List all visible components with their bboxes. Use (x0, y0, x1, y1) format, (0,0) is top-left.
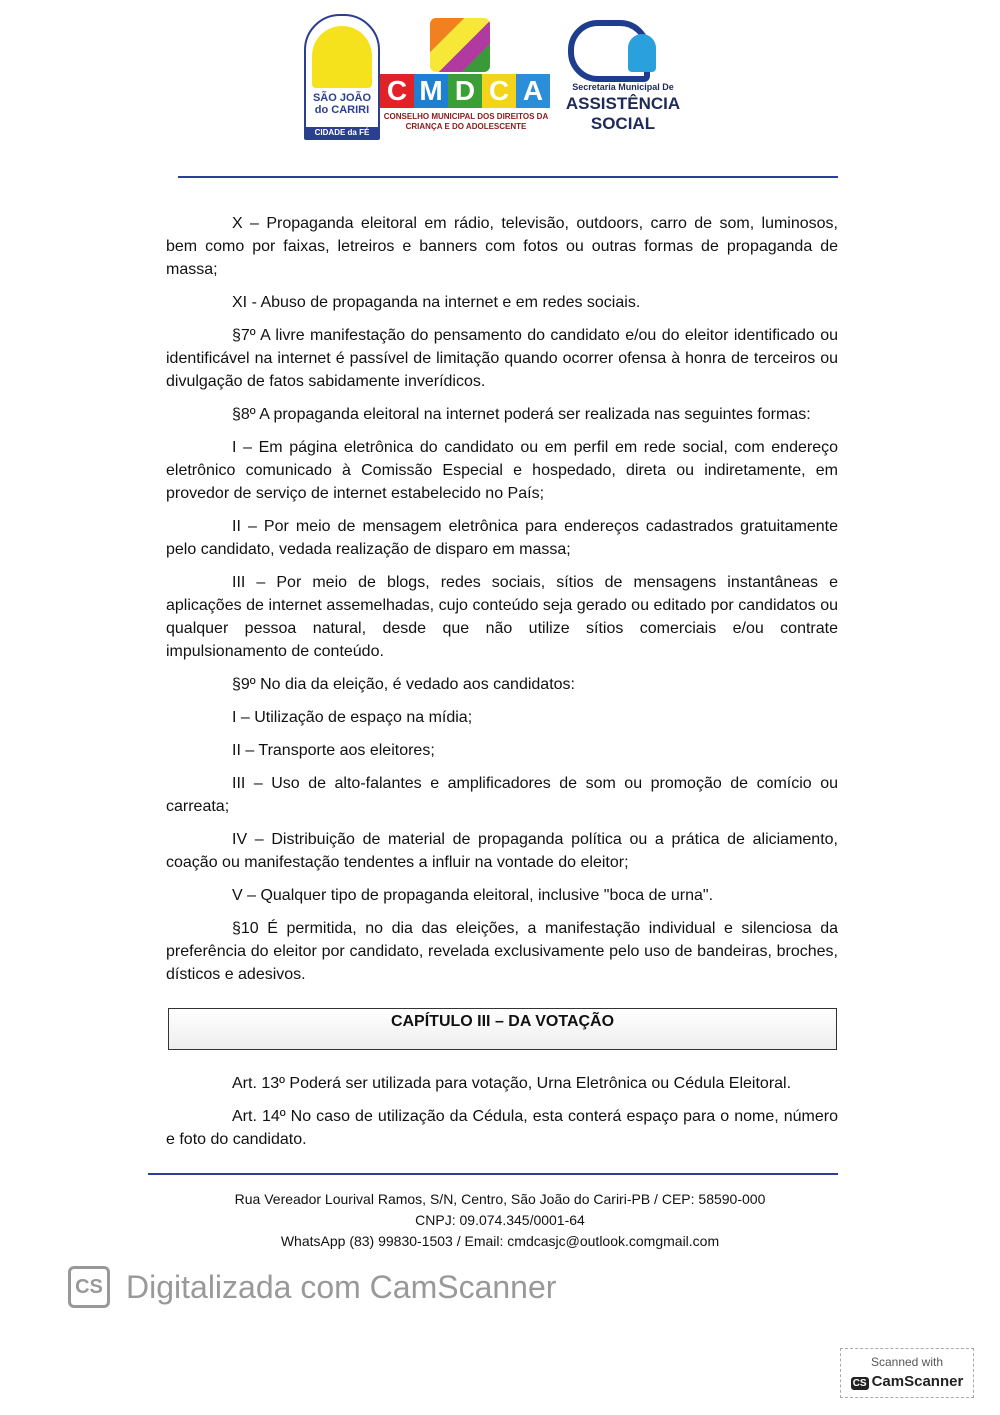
paragraph: I – Em página eletrônica do candidato ou em perfil em rede social, com endereço eletrônico comunicado à Comissão Especial e hospedado, direta ou indiretamente, em provedor de serviço de internet estabelecido no País; (166, 439, 838, 502)
sao-joao-do-cariri-logo (304, 14, 380, 140)
paragraph: II – Transporte aos eleitores; (232, 742, 435, 759)
logo-letter: D (448, 74, 482, 108)
logo-city-tagline: CIDADE da FÉ (306, 127, 378, 138)
paragraph: IV – Distribuição de material de propaganda política ou a prática de aliciamento, coação ou manifestação tendentes a influir na vontade do eleitor; (166, 831, 838, 871)
logo-sas-line1: Secretaria Municipal De (572, 82, 674, 92)
logo-letter: C (380, 74, 414, 108)
paragraph: XI - Abuso de propaganda na internet e em redes sociais. (232, 294, 641, 311)
people-icon (628, 34, 656, 72)
paragraph: §10 É permitida, no dia das eleições, a manifestação individual e silenciosa da preferência do eleitor por candidato, revelada exclusivamente pelo uso de bandeiras, broches, dísticos e adesivos. (166, 920, 838, 983)
badge-brand-row (841, 1373, 973, 1390)
badge-line1: Scanned with (870, 1355, 944, 1369)
page-content (0, 176, 1000, 1308)
paragraph: X – Propaganda eleitoral em rádio, televisão, outdoors, carro de som, luminosos, bem como por faixas, letreiros e banners com fotos ou outras formas de propaganda de massa; (166, 215, 838, 278)
logo-city-name: SÃO JOÃO do CARIRI (312, 92, 372, 116)
logo-letter: M (414, 74, 448, 108)
chapter-heading: CAPÍTULO III – DA VOTAÇÃO (168, 1008, 837, 1050)
footer-cnpj: CNPJ: 09.074.345/0001-64 (415, 1212, 585, 1228)
footer-divider (148, 1173, 838, 1175)
paragraph: III – Por meio de blogs, redes sociais, sítios de mensagens instantâneas e aplicações de internet assemelhadas, cujo conteúdo seja gerado ou editado por candidatos ou qualquer pessoa natural, desde que não utilize sítios comerciais e/ou contrate impulsionamento de conteúdo. (166, 574, 838, 660)
camscanner-icon: CS (68, 1266, 110, 1308)
paragraph: III – Uso de alto-falantes e amplificadores de som ou promoção de comício ou carreata; (166, 775, 838, 815)
logo-sas-line3: SOCIAL (590, 114, 656, 133)
header-logos (300, 12, 690, 142)
logo-letter: C (482, 74, 516, 108)
articles (166, 1072, 838, 1151)
logo-sas-line2: ASSISTÊNCIA (565, 94, 681, 113)
cmdca-subtitle: CONSELHO MUNICIPAL DOS DIREITOS DA CRIANÇA E DO ADOLESCENTE (383, 112, 549, 131)
paragraph: §8º A propaganda eleitoral na internet poderá ser realizada nas seguintes formas: (232, 406, 811, 423)
paragraph: §9º No dia da eleição, é vedado aos candidatos: (232, 676, 575, 693)
lighthouse-emblem-icon (312, 26, 372, 88)
logo-letter: A (516, 74, 550, 108)
article: Art. 13º Poderá ser utilizada para votação, Urna Eletrônica ou Cédula Eleitoral. (232, 1075, 792, 1092)
document-body (166, 212, 838, 986)
footer-contact: WhatsApp (83) 99830-1503 / Email: cmdcasjc@outlook.comgmail.com (280, 1233, 720, 1249)
paragraph: I – Utilização de espaço na mídia; (232, 709, 473, 726)
footer-address: Rua Vereador Lourival Ramos, S/N, Centro, São João do Cariri-PB / CEP: 58590-000 (234, 1191, 766, 1207)
camscanner-icon: CS (852, 1378, 867, 1389)
camscanner-watermark (68, 1266, 1000, 1308)
header-divider (178, 176, 838, 178)
paragraph: §7º A livre manifestação do pensamento do candidato e/ou do eleitor identificado ou identificável na internet é passível de limitação quando ocorrer ofensa à honra de terceiros ou divulgação de fatos sabidamente inverídicos. (166, 327, 838, 390)
article: Art. 14º No caso de utilização da Cédula, esta conterá espaço para o nome, número e foto do candidato. (166, 1108, 838, 1148)
scanned-with-badge (840, 1348, 974, 1398)
cmdca-logo (380, 12, 552, 140)
paragraph: II – Por meio de mensagem eletrônica para endereços cadastrados gratuitamente pelo candidato, vedada realização de disparo em massa; (166, 518, 838, 558)
paragraph: V – Qualquer tipo de propaganda eleitoral, inclusive "boca de urna". (232, 887, 714, 904)
children-faces-icon (430, 18, 490, 72)
logo-sas-title (558, 94, 688, 134)
watermark-text: Digitalizada com CamScanner (126, 1269, 557, 1305)
badge-brand: CamScanner (871, 1373, 964, 1390)
assistencia-social-logo (558, 16, 688, 136)
